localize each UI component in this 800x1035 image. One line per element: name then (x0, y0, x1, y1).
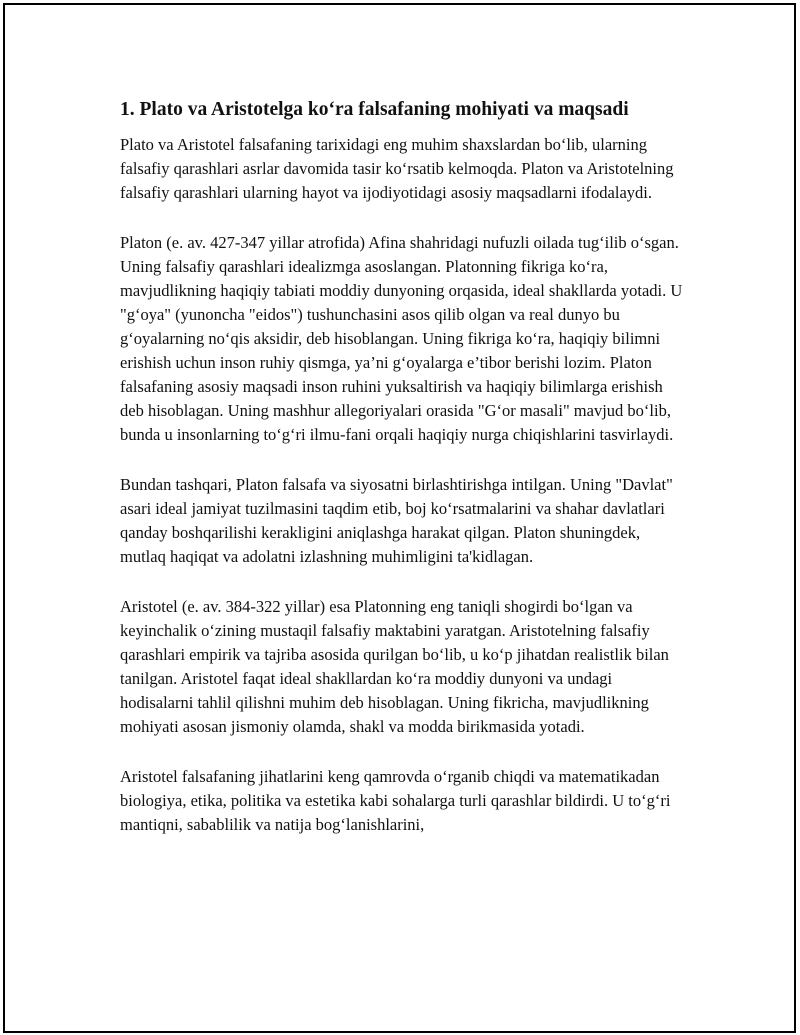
paragraph-intro: Plato va Aristotel falsafaning tarixidagi eng muhim shaxslardan bo‘lib, ularning falsafiy qarashlari asrlar davomida tasir ko‘rsatib kelmoqda. Platon va Aristotelning falsafiy qarashlari ularning hayot va ijodiyotidagi asosiy maqsadlarni ifodalaydi. (120, 135, 674, 202)
document-page (3, 3, 796, 1033)
paragraph-aristotel-fields: Aristotel falsafaning jihatlarini keng qamrovda o‘rganib chiqdi va matematikadan biologiya, etika, politika va estetika kabi sohalarga turli qarashlar bildirdi. U to‘g‘ri mantiqni, sabablilik va natija bog‘lanishlarini, (120, 767, 671, 834)
paragraph-platon-politics: Bundan tashqari, Platon falsafa va siyosatni birlashtirishga intilgan. Uning "Davlat" asari ideal jamiyat tuzilmasini taqdim etib, boj ko‘rsatmalarini va shahar davlatlari qanday boshqarilishi kerakligini aniqlashga harakat qilgan. Platon shuningdek, mutlaq haqiqat va adolatni izlashning muhimligini ta'kidlagan. (120, 475, 673, 566)
paragraph-aristotel: Aristotel (e. av. 384-322 yillar) esa Platonning eng taniqli shogirdi bo‘lgan va keyinchalik o‘zining mustaqil falsafiy maktabini yaratgan. Aristotelning falsafiy qarashlari empirik va tajriba asosida qurilgan bo‘lib, u ko‘p jihatdan realistlik bilan tanilgan. Aristotel faqat ideal shakllardan ko‘ra moddiy dunyoni va undagi hodisalarni tahlil qilishni muhim deb hisoblagan. Uning fikricha, mavjudlikning mohiyati asosan jismoniy olamda, shakl va modda birikmasida yotadi. (120, 597, 669, 736)
paragraph-platon: Platon (e. av. 427-347 yillar atrofida) Afina shahridagi nufuzli oilada tug‘ilib o‘sgan. Uning falsafiy qarashlari idealizmga asoslangan. Platonning fikriga ko‘ra, mavjudlikning haqiqiy tabiati moddiy dunyoning orqasida, ideal shakllarda yotadi. U "g‘oya" (yunoncha "eidos") tushunchasini asos qilib olgan va real dunyo bu g‘oyalarning no‘qis aksidir, deb hisoblangan. Uning fikriga ko‘ra, haqiqiy bilimni erishish uchun inson ruhiy qismga, ya’ni g‘oyalarga e’tibor berishi lozim. Platon falsafaning asosiy maqsadi inson ruhini yuksaltirish va haqiqiy bilimlarga erishish deb hisoblagan. Uning mashhur allegoriyalari orasida "G‘or masali" mavjud bo‘lib, bunda u insonlarning to‘g‘ri ilmu-fani orqali haqiqiy nurga chiqishlarini tasvirlaydi. (120, 233, 683, 444)
section-heading: 1. Plato va Aristotelga ko‘ra falsafaning mohiyati va maqsadi (120, 99, 629, 120)
document-body (120, 97, 685, 837)
